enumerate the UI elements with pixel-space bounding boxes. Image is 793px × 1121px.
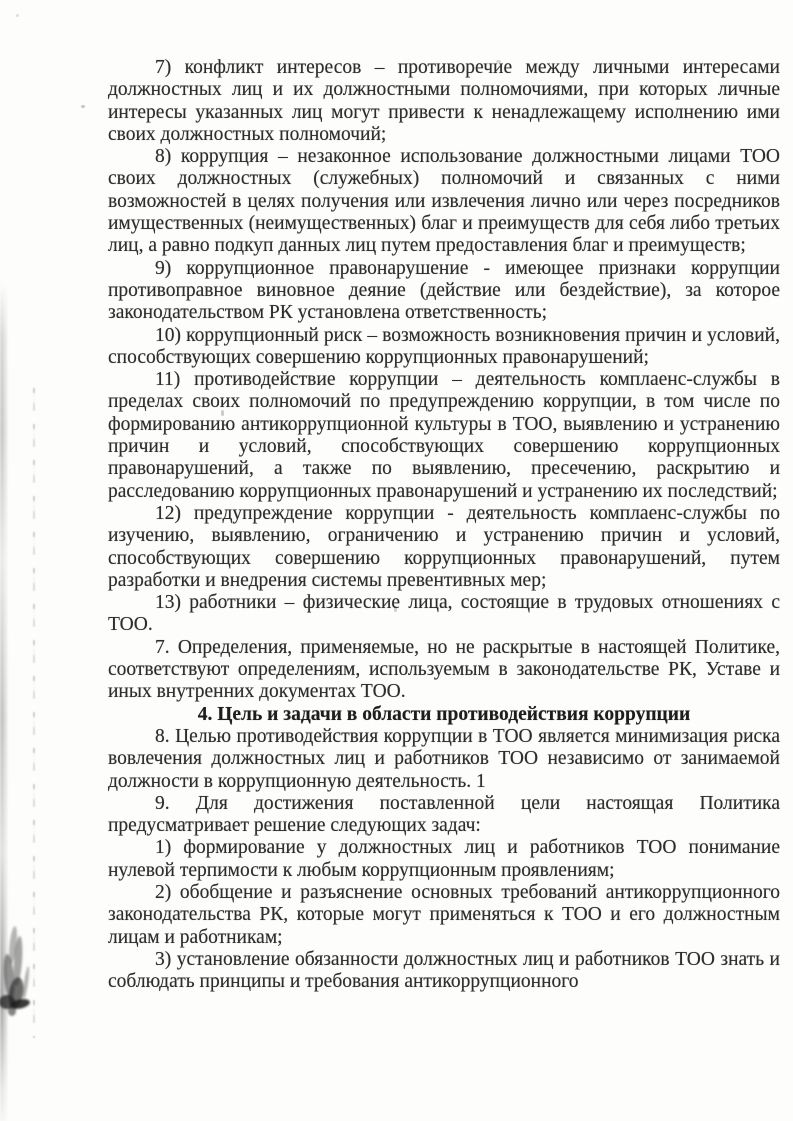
definition-item-11: 11) противодействие коррупции – деятельность комплаенс-службы в пределах своих полномочий по предупреждению коррупции, в том числе по формированию антикоррупционной культуры в ТОО, выявлению и устранению причин и условий, способствующих совершению коррупционных правонарушений, а также по выявлению, пресечению, раскрытию и расследованию коррупционных правонарушений и устранению их последствий;	[108, 369, 780, 502]
definition-item-13: 13) работники – физические лица, состоящие в трудовых отношениях с ТОО.	[108, 592, 780, 636]
definition-item-8: 8) коррупция – незаконное использование должностными лицами ТОО своих должностных (служебных) полномочий и связанных с ними возможностей в целях получения или извлечения лично или через посредников имущественных (неимущественных) благ и преимуществ для себя либо третьих лиц, а равно подкуп данных лиц путем предоставления благ и преимуществ;	[108, 146, 780, 257]
scan-speck	[16, 14, 19, 17]
scan-speck	[81, 105, 85, 108]
definition-item-7: 7) конфликт интересов – противоречие между личными интересами должностных лиц и их должностными полномочиями, при которых личные интересы указанных лиц могут привести к ненадлежащему исполнению ими своих должностных полномочий;	[108, 57, 780, 145]
ink-smudge-artifact	[0, 925, 46, 1025]
task-item-2: 2) обобщение и разъяснение основных требований антикоррупционного законодательства РК, которые могут применяться к ТОО и его должностным лицам и работникам;	[108, 881, 780, 948]
definition-item-10: 10) коррупционный риск – возможность возникновения причин и условий, способствующих совершению коррупционных правонарушений;	[108, 324, 780, 368]
task-item-3: 3) установление обязанности должностных лиц и работников ТОО знать и соблюдать принципы и требования антикоррупционного	[108, 948, 780, 993]
paragraph-8-goal: 8. Целью противодействия коррупции в ТОО является минимизация риска вовлечения должностных лиц и работников ТОО независимо от занимаемой должности в коррупционную деятельность. 1	[108, 725, 780, 792]
task-item-1: 1) формирование у должностных лиц и работников ТОО понимание нулевой терпимости к любым коррупционным проявлениям;	[108, 837, 780, 881]
paragraph-9-tasks-intro: 9. Для достижения поставленной цели настоящая Политика предусматривает решение следующих задач:	[108, 792, 780, 837]
section-4-heading: 4. Цель и задачи в области противодействия коррупции	[197, 703, 691, 725]
document-text-block	[108, 57, 780, 993]
paragraph-7-definitions: 7. Определения, применяемые, но не раскрытые в настоящей Политике, соответствуют определениям, используемым в законодательстве РК, Уставе и иных внутренних документах ТОО.	[108, 636, 780, 703]
definition-item-9: 9) коррупционное правонарушение - имеющее признаки коррупции противоправное виновное деяние (действие или бездействие), за которое законодательством РК установлена ответственность;	[108, 257, 780, 324]
definition-item-12: 12) предупреждение коррупции - деятельность комплаенс-службы по изучению, выявлению, ограничению и устранению причин и условий, способствующих совершению коррупционных правонарушений, путем разработки и внедрения системы превентивных мер;	[108, 502, 780, 591]
